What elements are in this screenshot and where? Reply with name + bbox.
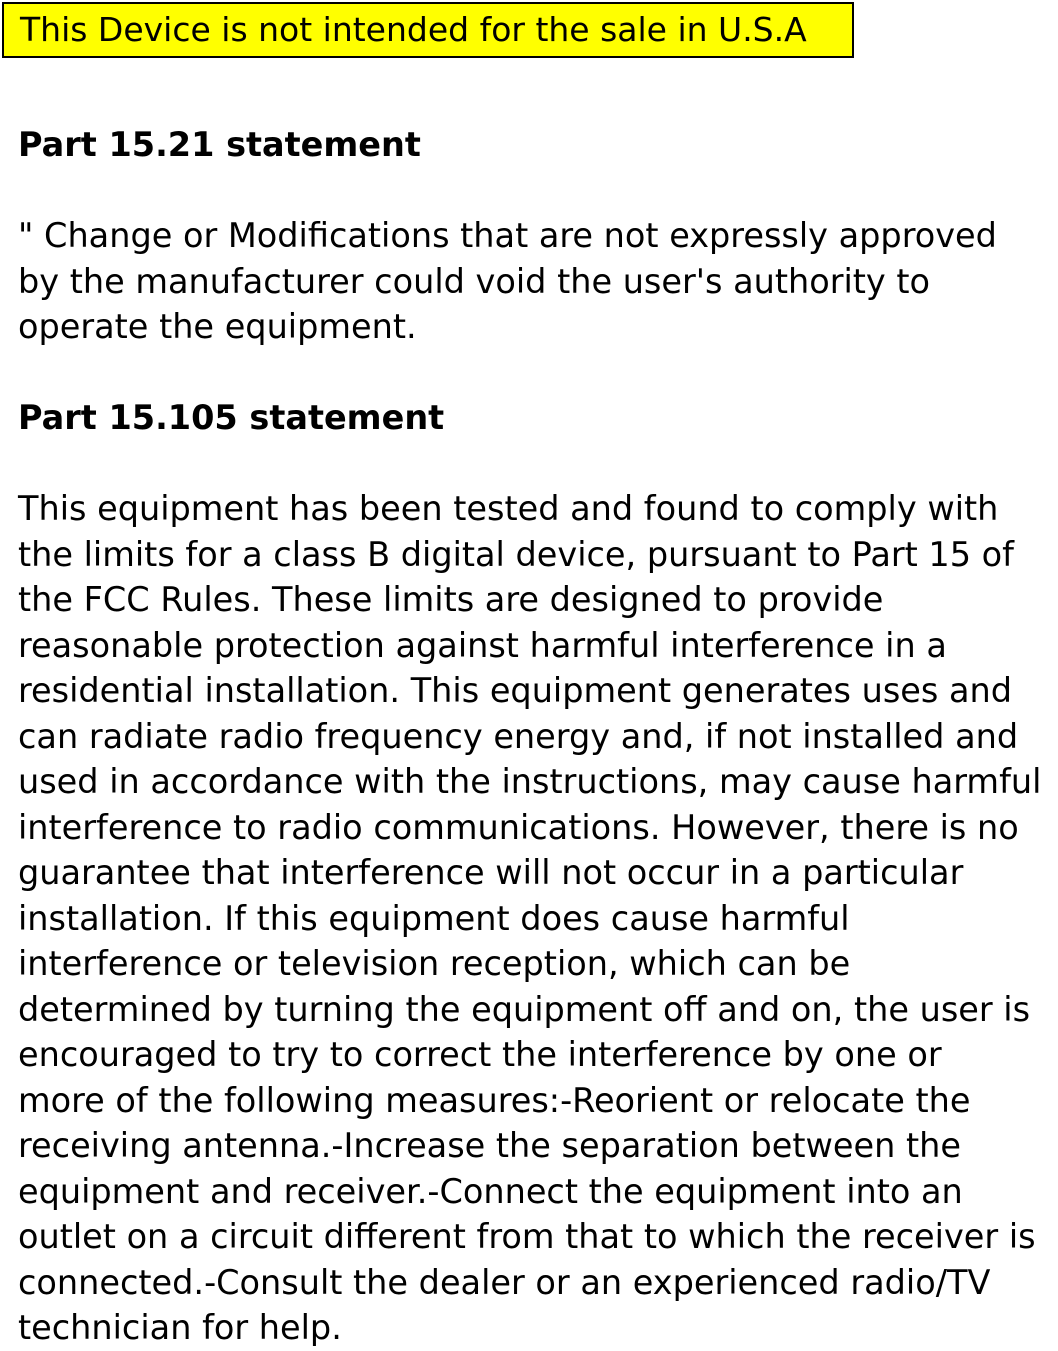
paragraph-line: interference to radio communications. However, there is no xyxy=(18,807,1019,847)
paragraph-line: determined by turning the equipment off and on, the user is xyxy=(18,989,1031,1029)
section-part-15-105 xyxy=(18,395,1056,1351)
paragraph-line: more of the following measures:-Reorient or relocate the xyxy=(18,1080,971,1120)
paragraph-line: This equipment has been tested and found to comply with xyxy=(18,489,999,528)
notice-banner xyxy=(2,2,854,58)
section-paragraph xyxy=(18,213,1056,350)
spacer xyxy=(18,441,1056,487)
section-part-15-21 xyxy=(18,122,1056,350)
paragraph-line: operate the equipment. xyxy=(18,307,417,346)
paragraph-line: installation. If this equipment does cause harmful xyxy=(18,898,850,938)
notice-text: This Device is not intended for the sale in U.S.A xyxy=(20,10,807,49)
paragraph-line: equipment and receiver.-Connect the equipment into an xyxy=(18,1171,963,1211)
paragraph-line: guarantee that interference will not occur in a particular xyxy=(18,853,964,892)
paragraph-line: " Change or Modifications that are not expressly approved xyxy=(18,216,997,255)
paragraph-line: by the manufacturer could void the user's authority to xyxy=(18,261,931,301)
paragraph-line: encouraged to try to correct the interference by one or xyxy=(18,1035,942,1074)
paragraph-line: connected.-Consult the dealer or an experienced radio/TV xyxy=(18,1262,991,1302)
paragraph-line: can radiate radio frequency energy and, if not installed and xyxy=(18,716,1019,756)
paragraph-line: residential installation. This equipment generates uses and xyxy=(18,671,1013,710)
paragraph-line: reasonable protection against harmful interference in a xyxy=(18,625,947,665)
document-body xyxy=(18,122,1056,1351)
spacer xyxy=(18,350,1056,396)
spacer xyxy=(18,168,1056,214)
paragraph-line: technician for help. xyxy=(18,1308,342,1347)
section-paragraph xyxy=(18,486,1056,1351)
paragraph-line: outlet on a circuit different from that to which the receiver is xyxy=(18,1217,1036,1256)
section-heading: Part 15.21 statement xyxy=(18,125,421,164)
section-heading: Part 15.105 statement xyxy=(18,398,445,437)
paragraph-line: interference or television reception, which can be xyxy=(18,944,851,983)
paragraph-line: used in accordance with the instructions, may cause harmful xyxy=(18,762,1042,801)
paragraph-line: the limits for a class B digital device, pursuant to Part 15 of xyxy=(18,534,1014,574)
paragraph-line: receiving antenna.-Increase the separation between the xyxy=(18,1126,962,1165)
paragraph-line: the FCC Rules. These limits are designed to provide xyxy=(18,580,884,619)
